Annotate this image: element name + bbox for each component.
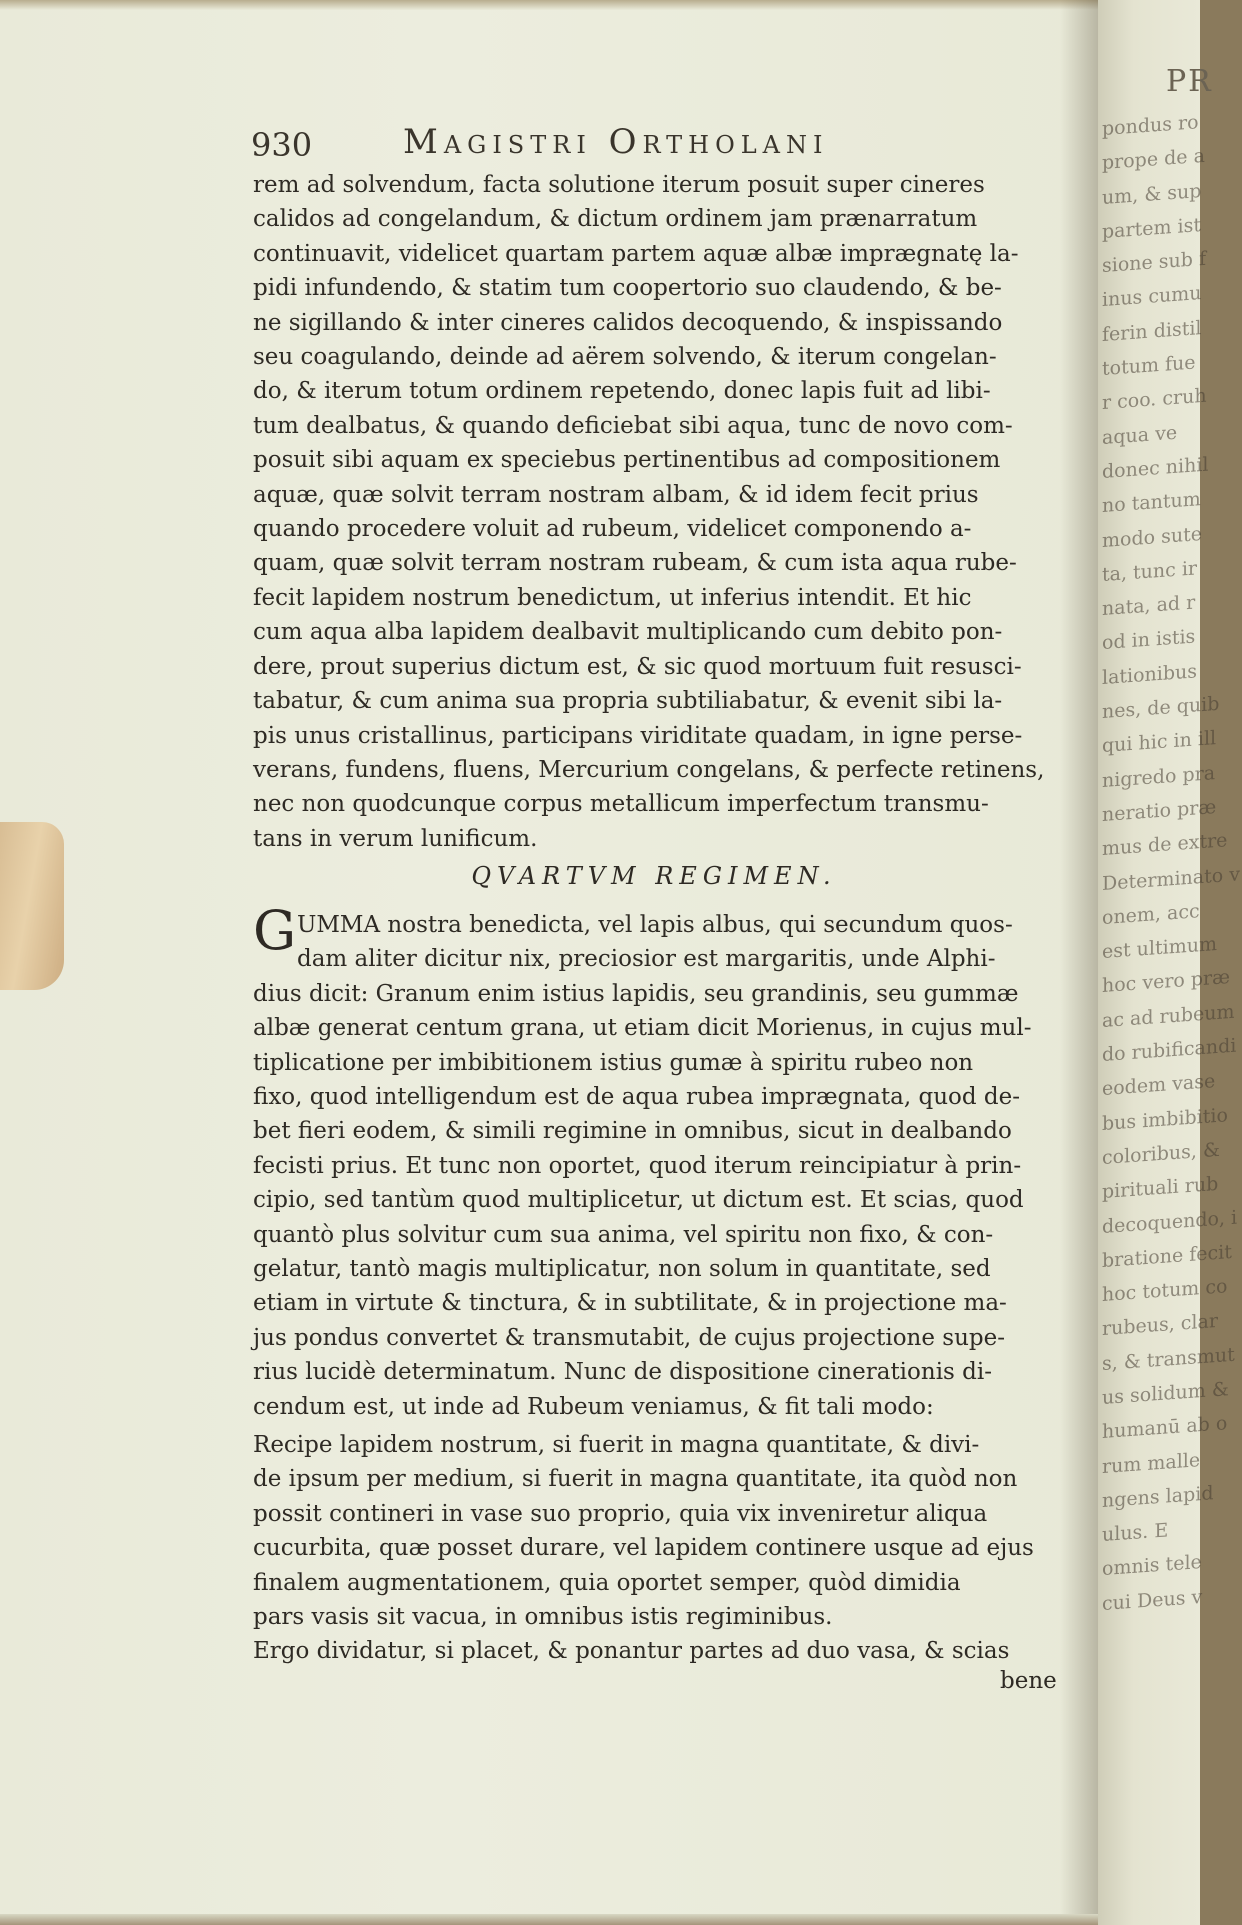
facing-page-line: onem, acc (1102, 900, 1200, 929)
facing-page-line: ferin distil (1102, 316, 1202, 346)
facing-page-line: us solidum & (1102, 1378, 1229, 1409)
page-top-edge (0, 0, 1098, 10)
page-header (251, 122, 891, 166)
facing-page-line: totum fue (1102, 351, 1196, 381)
facing-page-header: PR (1166, 64, 1213, 99)
facing-page-line: ta, tunc ir (1102, 557, 1197, 586)
facing-page-line: s, & transmut (1102, 1343, 1235, 1375)
page-number: 930 (251, 126, 313, 164)
facing-page-line: ac ad rubeum (1102, 1000, 1235, 1032)
facing-page-line: rum malle (1102, 1448, 1201, 1478)
facing-page-line: ulus. E (1102, 1519, 1169, 1547)
paragraph-4: Ergo dividatur, si placet, & ponantur partes ad duo vasa, & scias (253, 1638, 1010, 1664)
paragraph-2-opening: UMMA nostra benedicta, vel lapis albus, qui secundum quos- dam aliter dicitur nix, preciosior est margaritis, unde Alphi- (297, 912, 1013, 973)
facing-page-line: mus de extre (1102, 829, 1228, 861)
page-gutter-shadow (1060, 0, 1100, 1920)
facing-page-line: inus cumu (1102, 282, 1202, 312)
facing-page-line: od in istis (1102, 625, 1196, 655)
facing-page-line: nata, ad r (1102, 591, 1196, 621)
facing-page-line: ngens lapid (1102, 1482, 1214, 1512)
facing-page-line: qui hic in ill (1102, 727, 1217, 758)
facing-page-line: coloribus, & (1102, 1138, 1220, 1169)
facing-page-line: pirituali rub (1102, 1173, 1219, 1204)
facing-page-line: cui Deus v (1102, 1585, 1203, 1615)
facing-page-line: bus imbibitio (1102, 1103, 1228, 1135)
facing-page-line: donec nihil (1102, 453, 1209, 483)
facing-page-line: pondus ro (1102, 111, 1199, 140)
facing-page-line: prope de a (1102, 145, 1205, 175)
facing-page-line: nes, de quib (1102, 692, 1220, 724)
facing-page-text (1102, 102, 1242, 1621)
facing-page-line: um, & sup (1102, 179, 1202, 209)
facing-page (1098, 0, 1240, 1925)
facing-page-line: hoc vero præ (1102, 966, 1230, 998)
facing-page-line: aqua ve (1102, 421, 1178, 449)
paragraph-1: rem ad solvendum, facta solutione iterum posuit super cineres calidos ad congelandum, & dictum ordinem jam prænarratum continuavit, videlicet quartam partem aquæ albæ imprægnatę la- pidi infundendo, & statim tum coopertorio suo claudendo, & be- ne sigillando & inter cineres calidos decoquendo, & inspissando seu coagulando, deinde ad aërem solvendo, & iterum congelan- do, & iterum totum ordinem repetendo, donec lapis fuit ad libi- tum dealbatus, & quando deficiebat sibi aqua, tunc de novo com- posuit sibi aquam ex speciebus pertinentibus ad compositionem aquæ, quæ solvit terram nostram albam, & id idem fecit prius quando procedere voluit ad rubeum, videlicet componendo a- quam, quæ solvit terram nostram rubeam, & cum ista aqua rube- fecit lapidem nostrum benedictum, ut inferius intendit. Et hic cum aqua alba lapidem dealbavit multiplicando cum debito pon- dere, prout superius dictum est, & sic quod mortuum fuit resusci- tabatur, & cum anima sua propria subtiliabatur, & evenit sibi la- pis unus cristallinus, participans viriditate quadam, in igne perse- verans, fundens, fluens, Mercurium congelans, & perfecte retinens, nec non quodcunque corpus metallicum imperfectum transmu- tans in verum lunificum. (253, 172, 1045, 852)
facing-page-line: bratione fecit (1102, 1240, 1232, 1272)
facing-page-line: no tantum (1102, 488, 1201, 518)
facing-page-line: hoc totum co (1102, 1275, 1228, 1307)
facing-page-line: modo sute (1102, 522, 1202, 552)
facing-page-line: rubeus, clar (1102, 1310, 1218, 1341)
drop-cap: G (253, 899, 297, 962)
facing-page-line: est ultimum (1102, 933, 1217, 964)
page-tab-marker (0, 822, 64, 990)
facing-page-line: omnis tele (1102, 1551, 1202, 1581)
facing-page-line: partem ist (1102, 213, 1201, 243)
facing-page-line: do rubificandi (1102, 1034, 1237, 1067)
page-bottom-edge (0, 1914, 1098, 1925)
facing-page-line: humanū ab o (1102, 1412, 1228, 1444)
facing-page-line: lationibus (1102, 660, 1198, 689)
facing-page-line: eodem vase (1102, 1070, 1216, 1101)
paragraph-3: Recipe lapidem nostrum, si fuerit in magna quantitate, & divi- de ipsum per medium, si fuerit in magna quantitate, ita quòd non possit contineri in vase suo proprio, quia vix inveniretur aliqua cucurbita, quæ posset durare, vel lapidem continere usque ad ejus finalem augmentationem, quia oportet semper, quòd dimidia pars vasis sit vacua, in omnibus istis regiminibus. (253, 1432, 1034, 1631)
facing-page-line: Determinato v (1102, 862, 1240, 895)
facing-page-line: decoquendo, i (1102, 1206, 1238, 1238)
facing-page-line: nigredo pra (1102, 761, 1216, 792)
facing-page-line: sione sub f (1102, 247, 1207, 278)
facing-page-line: neratio præ (1102, 795, 1217, 826)
paragraph-2-body: dius dicit: Granum enim istius lapidis, seu grandinis, seu gummæ albæ generat centum grana, ut etiam dicit Morienus, in cujus mul- tiplicatione per imbibitionem istius gumæ à spiritu rubeo non fixo, quod intelligendum est de aqua rubea imprægnata, quod de- bet fieri eodem, & simili regimine in omnibus, sicut in dealbando fecisti prius. Et tunc non oportet, quod iterum reincipiatur à prin- cipio, sed tantùm quod multiplicetur, ut dictum est. Et scias, quod quantò plus solvitur cum sua anima, vel spiritu non fixo, & con- gelatur, tantò magis multiplicatur, non solum in quantitate, sed etiam in virtute & tinctura, & in subtilitate, & in projectione ma- jus pondus convertet & transmutabit, de cujus projectione supe- rius lucidè determinatum. Nunc de dispositione cinerationis di- cendum est, ut inde ad Rubeum veniamus, & fit tali modo: (253, 980, 1032, 1420)
facing-page-line: r coo. cruh (1102, 385, 1207, 415)
running-title: Magistri Ortholani (403, 122, 829, 162)
section-heading: QVARTVM REGIMEN. (471, 862, 837, 890)
catchword: bene (1000, 1668, 1057, 1694)
